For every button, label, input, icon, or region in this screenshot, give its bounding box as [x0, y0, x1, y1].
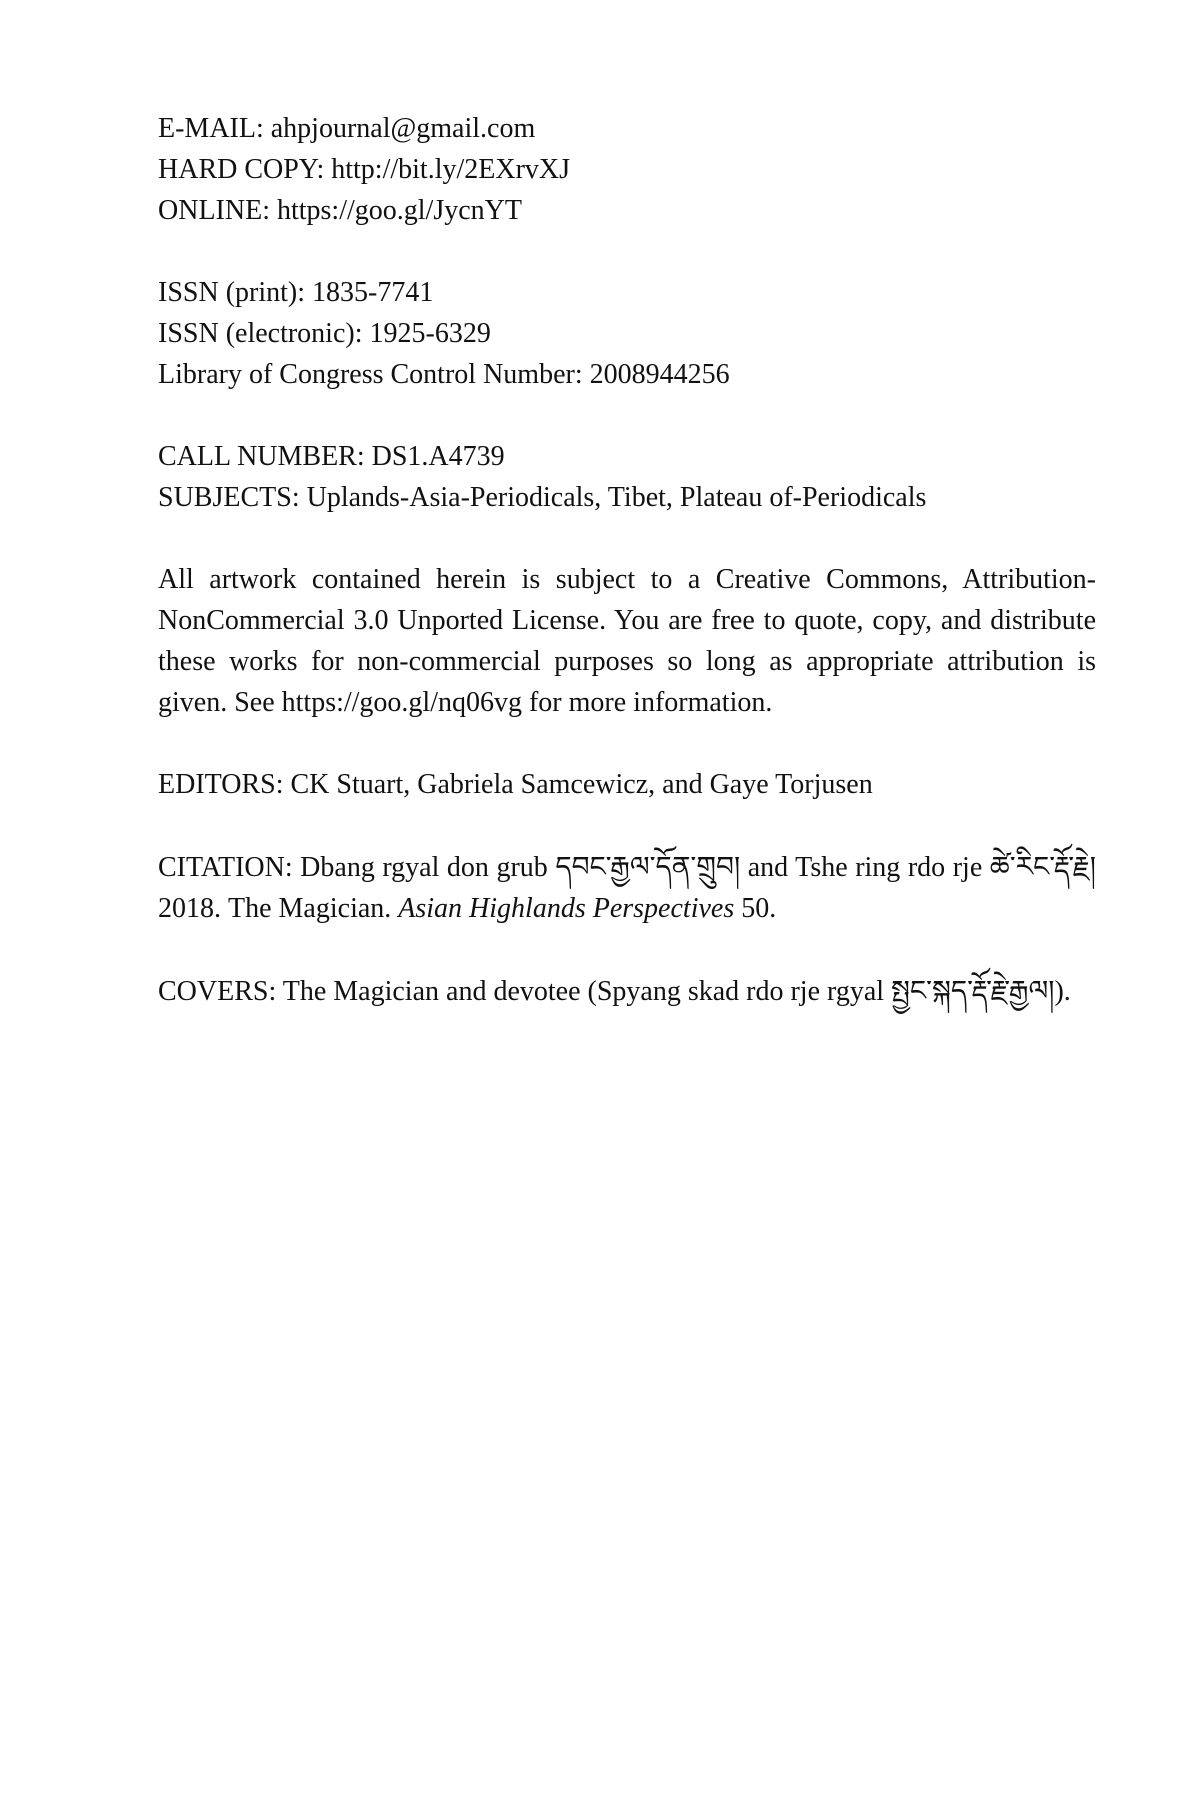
- covers-tibetan-name: སྤྱང་སྐད་རྡོ་རྗེ་རྒྱལ།: [891, 974, 1055, 1007]
- email-line: E-MAIL: ahpjournal@gmail.com: [158, 113, 536, 144]
- colophon-page: [158, 108, 1096, 1053]
- citation-volume: 50.: [734, 893, 777, 924]
- loc-control-number-line: Library of Congress Control Number: 2008944256: [158, 359, 730, 390]
- license-paragraph: All artwork contained herein is subject to a Creative Commons, Attribution-NonCommercial 3.0 Unported License. You are free to quote, copy, and distribute these works for non-commercial purposes so long as appropriate attribution is given. See https://goo.gl/nq06vg for more information.: [158, 564, 1096, 718]
- issn-electronic-line: ISSN (electronic): 1925-6329: [158, 318, 491, 349]
- online-line: ONLINE: https://goo.gl/JycnYT: [158, 195, 522, 226]
- issn-print-line: ISSN (print): 1835-7741: [158, 277, 434, 308]
- citation-prefix: CITATION: Dbang rgyal don grub: [158, 852, 556, 883]
- citation-journal: Asian Highlands Perspectives: [398, 893, 735, 924]
- contact-section: [158, 108, 1096, 231]
- call-number-line: CALL NUMBER: DS1.A4739: [158, 441, 505, 472]
- hard-copy-line: HARD COPY: http://bit.ly/2EXrvXJ: [158, 154, 571, 185]
- citation-paragraph: [158, 846, 1096, 929]
- identifiers-section: [158, 272, 1096, 395]
- catalog-section: [158, 436, 1096, 518]
- citation-tibetan-author-1: དབང་རྒྱལ་དོན་གྲུབ།: [555, 850, 741, 883]
- citation-year-title: 2018. The Magician.: [158, 893, 399, 924]
- covers-suffix: ).: [1054, 976, 1071, 1007]
- covers-prefix: COVERS: The Magician and devotee (Spyang skad rdo rje rgyal: [158, 976, 892, 1007]
- citation-middle: and Tshe ring rdo rje: [740, 852, 990, 883]
- covers-paragraph: [158, 970, 1096, 1012]
- citation-tibetan-author-2: ཚེ་རིང་རྡོ་རྗེ།: [989, 850, 1097, 883]
- editors-paragraph: EDITORS: CK Stuart, Gabriela Samcewicz, and Gaye Torjusen: [158, 769, 873, 800]
- subjects-line: SUBJECTS: Uplands-Asia-Periodicals, Tibet, Plateau of-Periodicals: [158, 482, 927, 513]
